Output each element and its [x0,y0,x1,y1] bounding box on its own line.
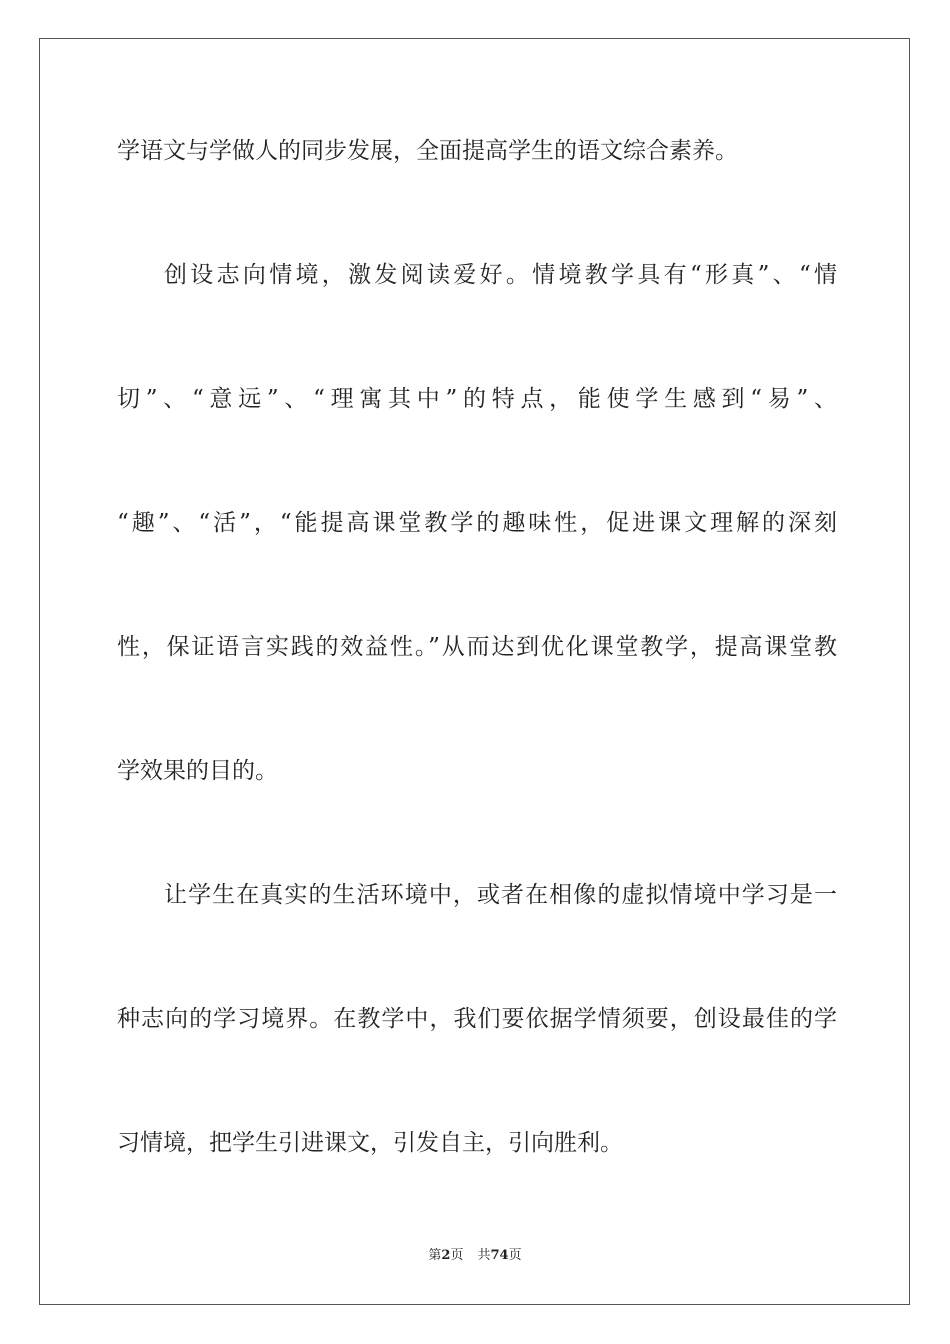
text-line-2: 创设志向情境，激发阅读爱好。情境教学具有“形真”、“情 [164,262,837,288]
footer-total-pages: 74 [490,1248,509,1263]
page-frame [39,38,910,1305]
text-line-4: “趣”、“活”，“能提高课堂教学的趣味性，促进课文理解的深刻 [117,510,837,536]
footer-total-suffix: 页 [508,1248,522,1263]
footer-page-number: 2 [441,1248,451,1263]
footer-page-prefix: 第 [428,1248,442,1263]
text-line-6: 学效果的目的。 [117,758,278,784]
page-footer [0,1247,950,1265]
text-line-5: 性，保证语言实践的效益性。”从而达到优化课堂教学，提高课堂教 [117,634,837,660]
text-line-3: 切”、“意远”、“理寓其中”的特点，能使学生感到“易”、 [117,386,837,412]
text-line-1: 学语文与学做人的同步发展，全面提高学生的语文综合素养。 [117,138,738,164]
text-line-9: 习情境，把学生引进课文，引发自主，引向胜利。 [117,1130,623,1156]
footer-page-suffix: 页 [450,1248,464,1263]
footer-total-prefix: 共 [477,1248,491,1263]
text-line-8: 种志向的学习境界。在教学中，我们要依据学情须要，创设最佳的学 [117,1006,837,1032]
text-line-7: 让学生在真实的生活环境中，或者在相像的虚拟情境中学习是一 [164,882,837,908]
